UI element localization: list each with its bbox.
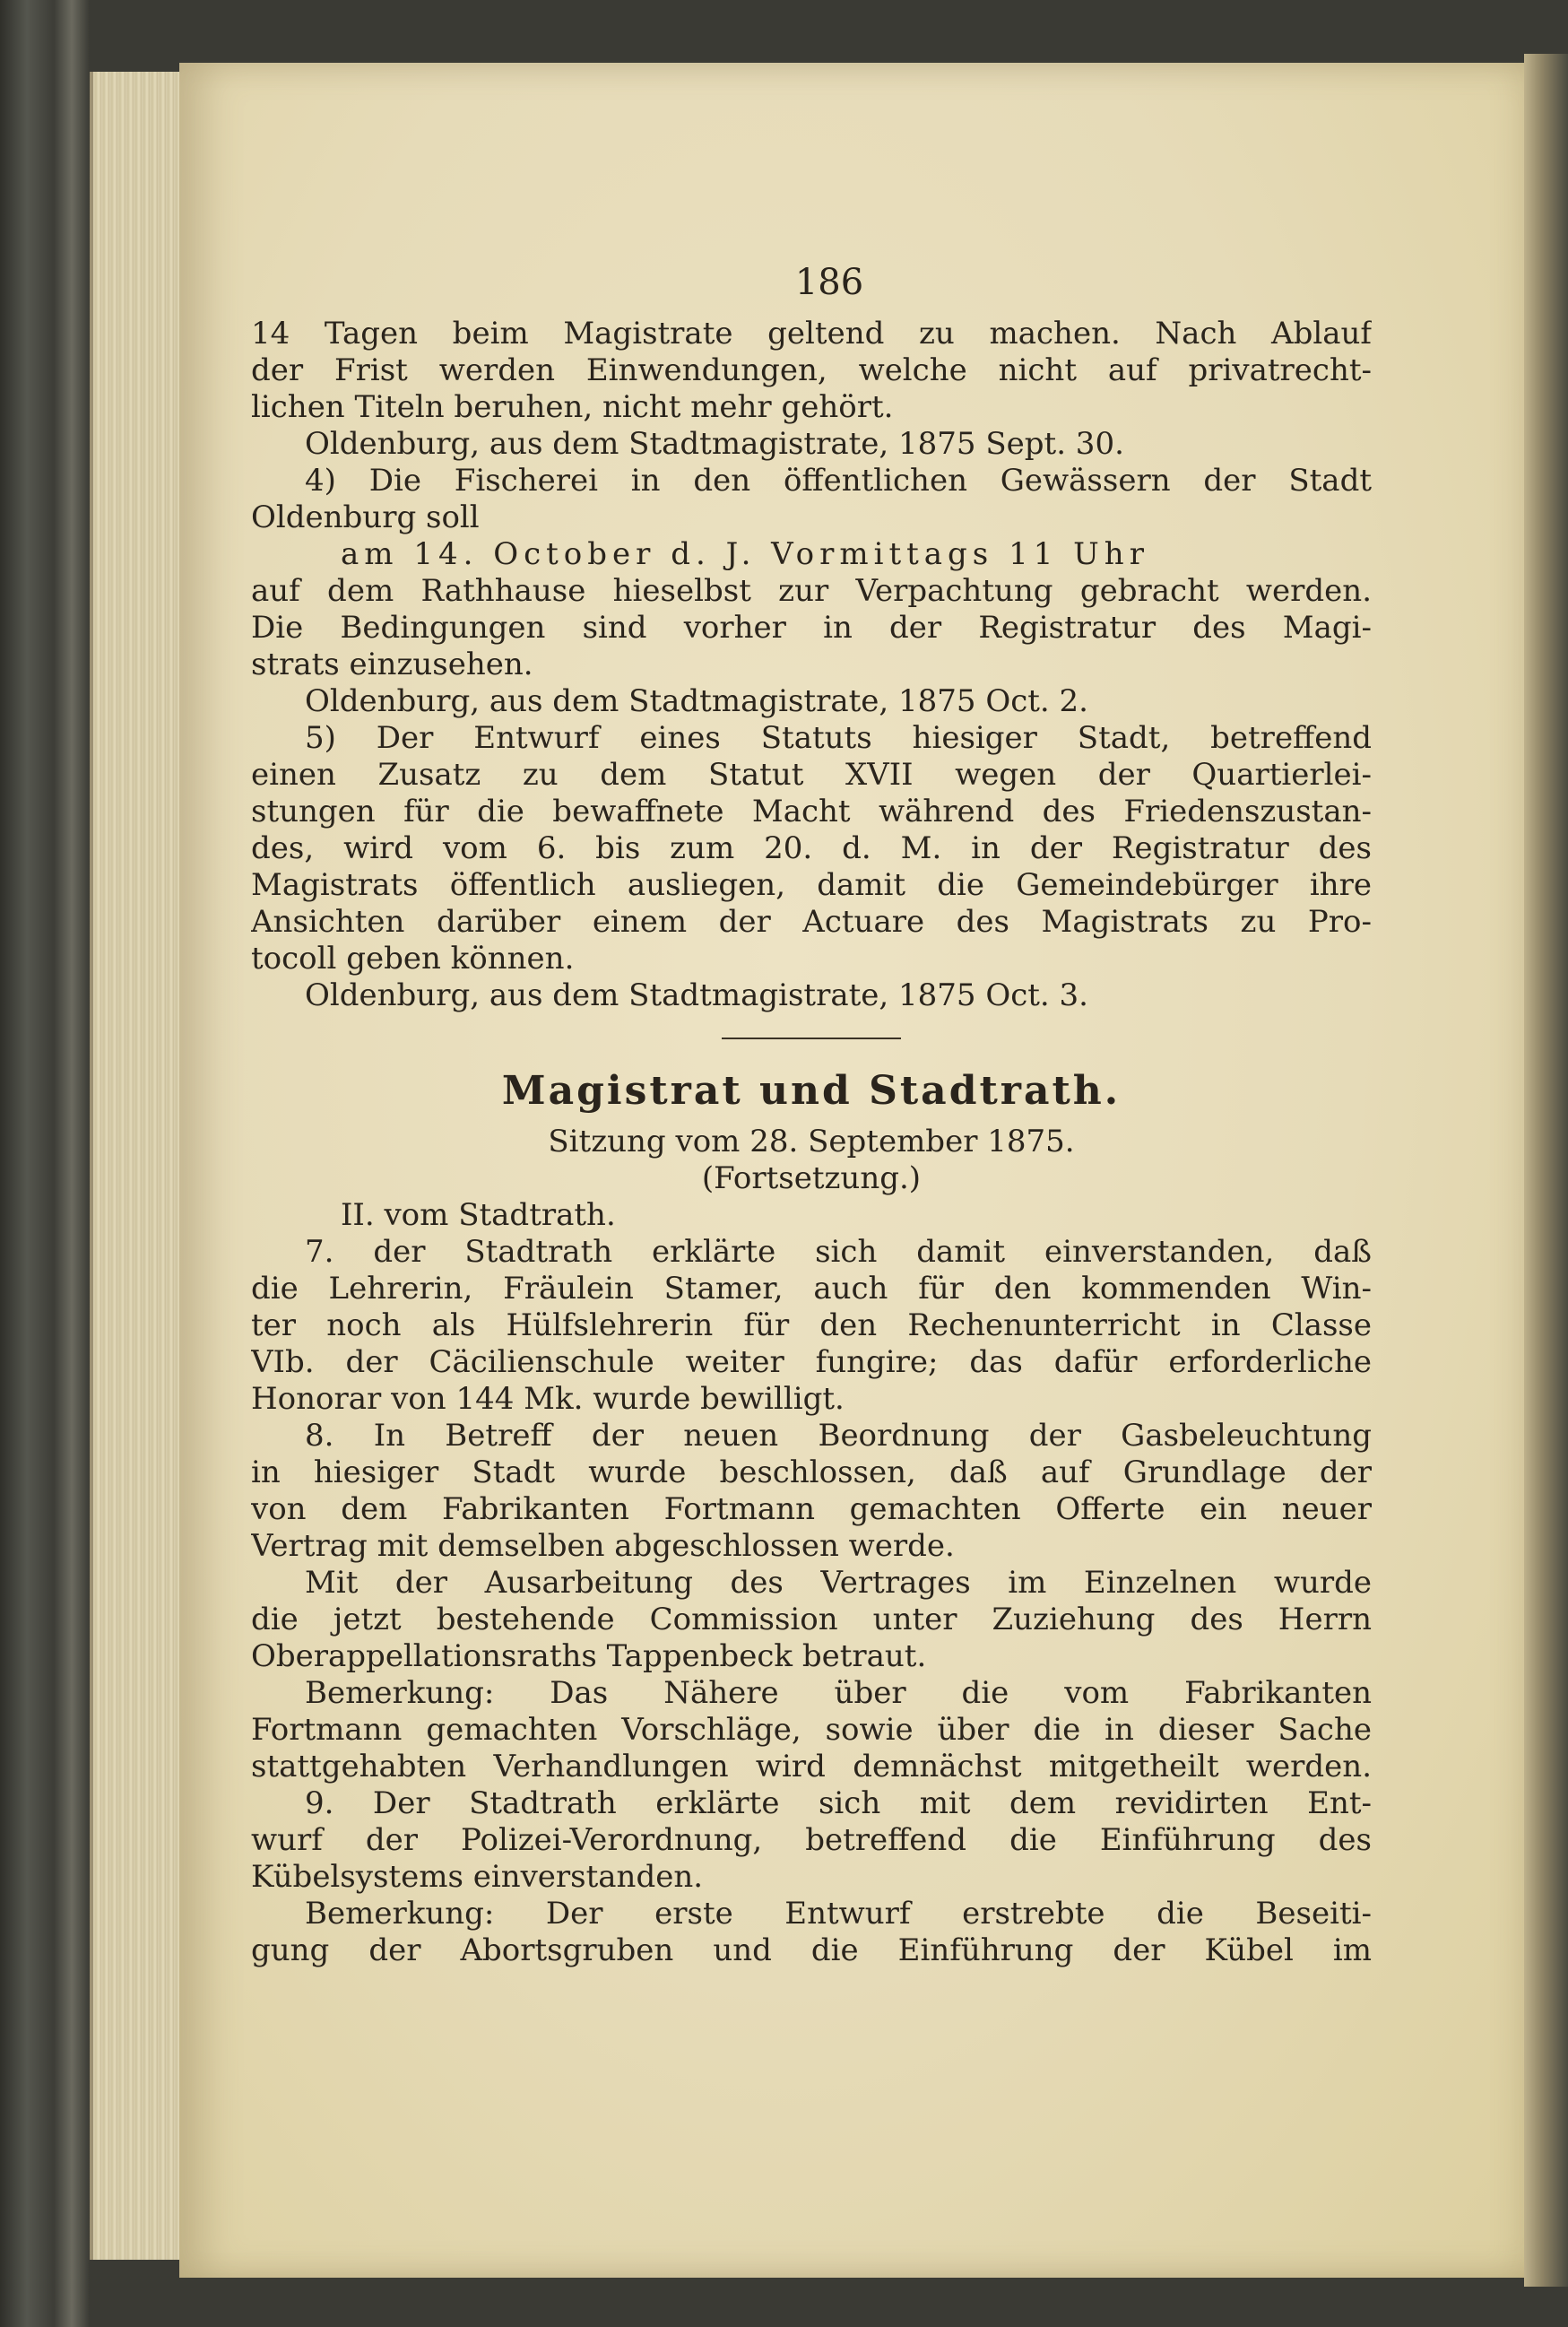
section-heading: Magistrat und Stadtrath.: [501, 1068, 1122, 1114]
text-line: 8. In Betreff der neuen Beordnung der Gasbeleuchtung: [305, 1418, 1372, 1454]
page-text: [251, 260, 1372, 1969]
text-line: wurf der Polizei-Verordnung, betreffend die Einführung des: [251, 1822, 1372, 1858]
text-line: Vertrag mit demselben abgeschlossen werde.: [251, 1528, 955, 1564]
text-line: gung der Abortsgruben und die Einführung der Kübel im: [251, 1932, 1372, 1968]
text-line: einen Zusatz zu dem Statut XVII wegen der Quartierlei-: [251, 757, 1372, 793]
text-line: stungen für die bewaffnete Macht während des Friedenszustan-: [251, 794, 1372, 829]
dateline: Oldenburg, aus dem Stadtmagistrate, 1875 Oct. 3.: [305, 977, 1088, 1013]
text-line: Oberappellationsraths Tappenbeck betraut.: [251, 1638, 927, 1674]
book-page-edges: [90, 72, 192, 2260]
section-divider: [722, 1038, 901, 1039]
text-line: Fortmann gemachten Vorschläge, sowie über die in dieser Sache: [251, 1712, 1372, 1748]
text-line: in hiesiger Stadt wurde beschlossen, daß auf Grundlage der: [251, 1454, 1372, 1490]
text-line: ter noch als Hülfslehrerin für den Rechenunterricht in Classe: [251, 1307, 1372, 1343]
text-line: Mit der Ausarbeitung des Vertrages im Einzelnen wurde: [305, 1565, 1372, 1601]
dateline: Oldenburg, aus dem Stadtmagistrate, 1875 Oct. 2.: [305, 683, 1088, 719]
remark-line: Bemerkung: Der erste Entwurf erstrebte die Beseiti-: [305, 1896, 1372, 1932]
dateline: Oldenburg, aus dem Stadtmagistrate, 1875 Sept. 30.: [305, 426, 1124, 462]
text-line: 14 Tagen beim Magistrate geltend zu machen. Nach Ablauf: [251, 316, 1372, 352]
continuation-note: (Fortsetzung.): [701, 1160, 922, 1196]
text-line: von dem Fabrikanten Fortmann gemachten Offerte ein neuer: [251, 1491, 1372, 1527]
session-date: Sitzung vom 28. September 1875.: [548, 1124, 1075, 1159]
text-line: des, wird vom 6. bis zum 20. d. M. in der Registratur des: [251, 830, 1372, 866]
text-line: 9. Der Stadtrath erklärte sich mit dem revidirten Ent-: [305, 1785, 1372, 1821]
text-line: am 14. October d. J. Vormittags 11 Uhr: [341, 536, 1149, 572]
text-line: strats einzusehen.: [251, 647, 533, 682]
text-line: Die Bedingungen sind vorher in der Registratur des Magi-: [251, 610, 1372, 646]
text-line: die jetzt bestehende Commission unter Zuziehung des Herrn: [251, 1602, 1372, 1637]
text-line: Kübelsystems einverstanden.: [251, 1859, 704, 1895]
text-line: VIb. der Cäcilienschule weiter fungire; das dafür erforderliche: [251, 1344, 1372, 1380]
subsection-title: II. vom Stadtrath.: [341, 1197, 616, 1233]
text-line: lichen Titeln beruhen, nicht mehr gehört.: [251, 389, 894, 425]
page-right-edge: [1524, 54, 1568, 2287]
text-line: die Lehrerin, Fräulein Stamer, auch für den kommenden Win-: [251, 1271, 1372, 1307]
remark-line: Bemerkung: Das Nähere über die vom Fabrikanten: [305, 1675, 1372, 1711]
text-line: stattgehabten Verhandlungen wird demnächst mitgetheilt werden.: [251, 1749, 1372, 1784]
page-number: 186: [794, 262, 864, 303]
text-line: auf dem Rathhause hieselbst zur Verpachtung gebracht werden.: [251, 573, 1372, 609]
text-line: Magistrats öffentlich ausliegen, damit die Gemeindebürger ihre: [251, 867, 1372, 903]
text-line: der Frist werden Einwendungen, welche nicht auf privatrecht-: [251, 352, 1372, 388]
text-line: Oldenburg soll: [251, 499, 480, 535]
text-line: Ansichten darüber einem der Actuare des Magistrats zu Pro-: [251, 904, 1372, 940]
text-line: tocoll geben können.: [251, 941, 575, 977]
text-line: 7. der Stadtrath erklärte sich damit einverstanden, daß: [305, 1234, 1372, 1270]
text-line: 4) Die Fischerei in den öffentlichen Gewässern der Stadt: [305, 463, 1372, 499]
text-line: 5) Der Entwurf eines Statuts hiesiger Stadt, betreffend: [305, 720, 1372, 756]
text-line: Honorar von 144 Mk. wurde bewilligt.: [251, 1381, 845, 1417]
